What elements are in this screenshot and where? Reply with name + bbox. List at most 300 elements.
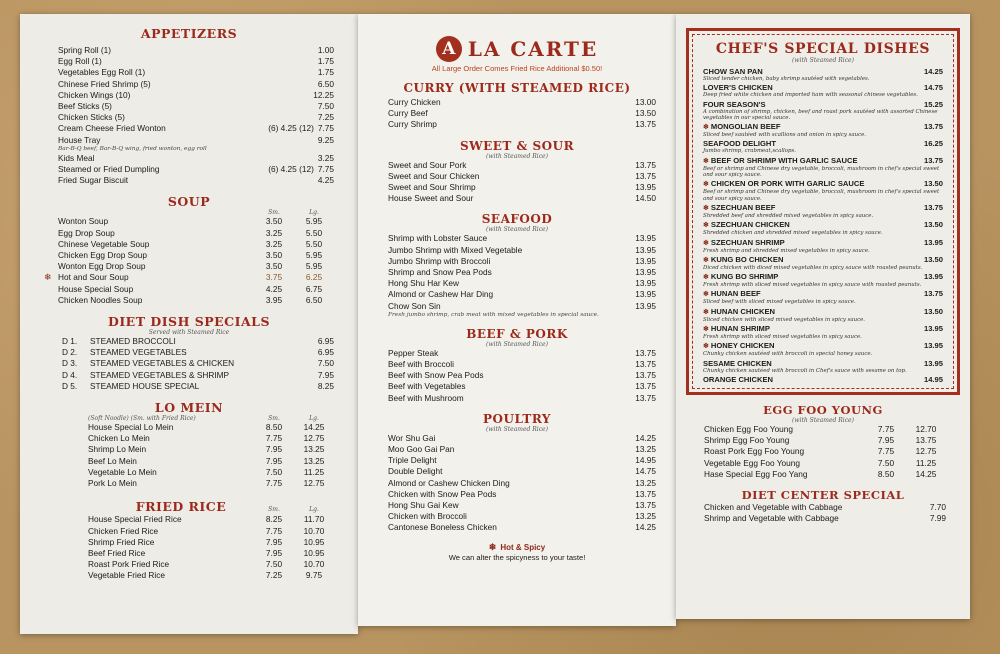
item-price: 13.75 <box>635 347 656 358</box>
item-price: 3.25 <box>317 152 334 163</box>
menu-item-row <box>704 469 946 480</box>
item-description: Shredded chicken and shredded mixed vegetables in spicy sauce. <box>703 230 883 237</box>
item-price-small: 3.75 <box>265 272 283 283</box>
item-name <box>58 261 254 272</box>
friedrice-list <box>88 514 334 581</box>
menu-item-row <box>58 101 334 112</box>
soup-col-headers <box>58 209 334 216</box>
chef-special-subtitle: (with Steamed Rice) <box>792 57 854 64</box>
item-name <box>704 446 866 457</box>
item-price: 13.95 <box>923 324 943 334</box>
item-price: 13.25 <box>635 444 656 455</box>
menu-item-row <box>704 435 946 446</box>
item-name-text: HUNAN BEEF <box>710 289 761 299</box>
item-price: 13.95 <box>635 300 656 311</box>
menu-item-row <box>388 433 656 444</box>
menu-item-row <box>88 526 334 537</box>
item-name <box>704 469 866 480</box>
item-description: A combination of shrimp, chicken, beef and roast pork sautéed with assorted Chinese vegetables in our special sauce. <box>703 108 938 121</box>
item-name <box>58 284 254 295</box>
chef-item-row <box>703 220 943 230</box>
item-price: 13.75 <box>635 381 656 392</box>
menu-item-row <box>58 250 334 261</box>
sweetsour-title: SWEET & SOUR <box>459 138 575 153</box>
item-name: Shrimp with Lobster Sauce <box>388 233 488 244</box>
item-name <box>703 324 924 334</box>
menu-item-row <box>88 467 334 478</box>
item-price: 13.95 <box>923 341 943 351</box>
item-name: Hong Shu Gai Kew <box>388 500 459 511</box>
item-name <box>703 341 924 351</box>
item-name: STEAMED VEGETABLES & SHRIMP <box>90 369 230 380</box>
poultry-list <box>368 433 666 534</box>
item-price: 9.25 <box>317 134 334 145</box>
item-size-prices: (6) 4.25 (12) <box>268 123 314 134</box>
chef-item-row <box>703 272 943 282</box>
item-name-text: Vegetable Egg Foo Young <box>704 457 800 468</box>
item-name <box>703 203 924 213</box>
item-name-text: Pork Lo Mein <box>88 478 137 489</box>
item-price: 7.50 <box>317 358 334 369</box>
item-price: 14.95 <box>923 374 943 384</box>
menu-item-row <box>704 446 946 457</box>
item-name: Beef with Mushroom <box>388 392 464 403</box>
item-name: ❄ Hot and Sour Soup <box>44 272 129 283</box>
beefpork-title: BEEF & PORK <box>466 326 568 341</box>
item-price: 7.75 <box>317 164 334 175</box>
item-price-large: 5.95 <box>305 250 323 261</box>
chef-special-item <box>703 289 943 305</box>
item-price-large: 10.70 <box>303 525 325 536</box>
item-price: 13.95 <box>923 272 943 282</box>
item-name <box>703 238 924 248</box>
item-price: 7.75 <box>317 123 334 134</box>
item-price: 7.70 <box>929 501 946 512</box>
col-sm-label: Sm. <box>268 209 280 217</box>
item-name <box>88 433 254 444</box>
menu-item-row <box>88 537 334 548</box>
item-name-text: Beef Fried Rice <box>88 547 146 558</box>
chili-pepper-icon: ❄ <box>703 308 709 316</box>
item-price-large: 6.50 <box>305 294 323 305</box>
menu-item-row <box>388 278 656 289</box>
menu-item-row <box>388 160 656 171</box>
item-description: Sliced beef sautéed with scallions and onion in spicy sauce. <box>703 132 867 139</box>
item-name: Steamed or Fried Dumpling <box>58 164 160 175</box>
item-name: Sweet and Sour Pork <box>388 159 467 170</box>
eggfoo-list <box>686 424 960 480</box>
item-price: 14.25 <box>635 522 656 533</box>
item-name: Chinese Fried Shrimp (5) <box>58 78 151 89</box>
soup-list <box>44 216 334 306</box>
item-name: Jumbo Shrimp with Broccoli <box>388 255 491 266</box>
item-name: Egg Roll (1) <box>58 56 102 67</box>
sweetsour-list <box>368 160 666 205</box>
item-price-large: 11.70 <box>303 514 325 525</box>
item-note: Bar-B-Q beef, Bar-B-Q wing, fried wonton, egg roll <box>58 145 207 152</box>
seafood-title: SEAFOOD <box>481 212 553 227</box>
item-price-large: 12.75 <box>303 478 325 489</box>
menu-item-row <box>388 233 656 244</box>
item-price-small: 7.95 <box>877 435 895 446</box>
item-name-text: CHICKEN OR PORK WITH GARLIC SAUCE <box>710 179 865 189</box>
item-price-small: 7.75 <box>265 525 283 536</box>
menu-item-row <box>58 56 334 67</box>
item-name <box>88 444 254 455</box>
chef-item-row <box>703 341 943 351</box>
item-name-text: Shrimp Egg Foo Young <box>704 435 790 446</box>
menu-item-row <box>58 216 334 227</box>
item-name: STEAMED HOUSE SPECIAL <box>90 380 200 391</box>
menu-item-row <box>58 123 334 134</box>
chef-special-item <box>703 324 943 340</box>
item-price: 13.75 <box>923 202 943 212</box>
chef-special-item <box>703 122 943 138</box>
menu-item-row <box>388 289 656 300</box>
item-name <box>703 375 924 384</box>
item-code: D 1. <box>62 336 78 347</box>
menu-item-row <box>88 570 334 581</box>
item-price: 13.75 <box>635 370 656 381</box>
menu-item-row <box>58 153 334 164</box>
item-price: 15.25 <box>923 99 943 109</box>
item-name-text: Beef Lo Mein <box>88 455 137 466</box>
chef-special-item <box>703 220 943 236</box>
chili-pepper-icon: ❄ <box>703 274 709 282</box>
item-name <box>704 435 866 446</box>
item-price-small: 3.50 <box>265 250 283 261</box>
item-price-large: 13.75 <box>915 435 937 446</box>
menu-item-row <box>388 370 656 381</box>
chef-special-item <box>703 139 943 154</box>
item-description: Fresh shrimp and shredded mixed vegetables in spicy sauce. <box>703 247 870 254</box>
item-price: 13.50 <box>923 220 943 230</box>
menu-panel-left <box>20 14 358 634</box>
item-price-small: 7.50 <box>265 466 283 477</box>
item-name: House Tray <box>58 134 101 145</box>
menu-item-row <box>62 381 334 392</box>
item-description: Fresh shrimp with sliced mixed vegetables in spicy sauce. <box>703 334 862 341</box>
item-code: D 2. <box>62 347 78 358</box>
item-name: Triple Delight <box>388 455 437 466</box>
item-price: 13.50 <box>923 179 943 189</box>
item-price-large: 11.25 <box>915 457 937 468</box>
item-name: Curry Shrimp <box>388 119 437 130</box>
item-description: Diced chicken with diced mixed vegetables in spicy sauce with roasted peanuts. <box>703 264 923 271</box>
item-name-text: FOUR SEASON'S <box>703 99 766 109</box>
item-name-text: House Special Lo Mein <box>88 422 174 433</box>
item-price: 13.75 <box>635 500 656 511</box>
item-name: STEAMED VEGETABLES <box>90 347 187 358</box>
item-price: 1.00 <box>317 45 334 55</box>
item-name <box>88 422 254 433</box>
item-name: Hong Shu Har Kew <box>388 278 460 289</box>
item-price-small: 7.95 <box>265 444 283 455</box>
item-price-large: 11.25 <box>303 466 325 477</box>
menu-item-row <box>88 433 334 444</box>
diet-list <box>30 336 348 392</box>
item-name: Shrimp and Snow Pea Pods <box>388 267 492 278</box>
item-description: Beef or shrimp and Chinese dry vegetable, broccoli, mushroom in chef's special sweet and sour spicy sauce. <box>703 189 940 202</box>
menu-item-row <box>704 513 946 524</box>
chef-special-item <box>703 341 943 357</box>
item-name-text: Vegetable Fried Rice <box>88 570 166 581</box>
item-name <box>703 83 924 92</box>
item-description: Chunky chicken sautéed with broccoli in special honey sauce. <box>703 351 873 358</box>
item-price: 6.95 <box>317 336 334 347</box>
item-name: Beef with Vegetables <box>388 381 466 392</box>
menu-item-row <box>58 90 334 101</box>
item-name: Chicken Wings (10) <box>58 89 131 100</box>
item-price: 7.99 <box>929 513 946 524</box>
item-price: 13.75 <box>635 359 656 370</box>
item-price: 1.75 <box>317 56 334 67</box>
eggfoo-subtitle: (with Steamed Rice) <box>792 416 854 424</box>
item-description: Jumbo shrimp, crabmeat,scallops. <box>703 148 796 155</box>
item-note: Fresh jumbo shrimp, crab meat with mixed vegetables in special sauce. <box>388 311 599 318</box>
menu-item-row <box>62 347 334 358</box>
item-price: 13.95 <box>635 278 656 289</box>
item-price: 13.75 <box>923 289 943 299</box>
menu-item-row <box>388 489 656 500</box>
item-price-small: 3.50 <box>265 261 283 272</box>
menu-item-row <box>88 559 334 570</box>
item-price: 14.75 <box>635 466 656 477</box>
item-price: 7.25 <box>317 112 334 123</box>
menu-item-row <box>388 500 656 511</box>
item-price: 13.95 <box>635 233 656 244</box>
item-name: Fried Sugar Biscuit <box>58 175 129 186</box>
menu-item-row <box>388 478 656 489</box>
item-price: 13.75 <box>635 159 656 170</box>
item-name <box>703 139 924 148</box>
chef-special-item <box>703 272 943 288</box>
item-price: 12.25 <box>313 89 334 100</box>
item-name-text: HONEY CHICKEN <box>710 341 775 351</box>
menu-item-row <box>388 193 656 204</box>
item-name <box>88 559 254 570</box>
lomein-subtitle: (Soft Noodle) (Sm. with Fried Rice) <box>88 415 196 423</box>
item-name-text: SZECHUAN BEEF <box>710 202 776 212</box>
item-price: 13.95 <box>923 358 943 368</box>
chef-special-item <box>703 307 943 323</box>
chef-special-list <box>697 67 949 386</box>
menu-item-row <box>58 261 334 272</box>
item-price: 14.50 <box>635 193 656 204</box>
item-price-large: 13.25 <box>303 444 325 455</box>
item-name: Jumbo Shrimp with Mixed Vegetable <box>388 244 523 255</box>
item-description: Shredded beef and shredded mixed vegetables in spicy sauce. <box>703 212 874 219</box>
menu-item-row <box>388 522 656 533</box>
lomein-col-headers <box>254 415 334 422</box>
item-price-small: 7.50 <box>265 559 283 570</box>
menu-item-row <box>58 295 334 306</box>
menu-item-row <box>58 45 334 56</box>
seafood-list <box>368 233 666 318</box>
item-name-text: Shrimp Fried Rice <box>88 536 155 547</box>
chef-item-row <box>703 307 943 317</box>
chef-item-row <box>703 375 943 384</box>
item-price: 13.25 <box>635 511 656 522</box>
item-name-text: Egg Drop Soup <box>58 227 115 238</box>
item-price-small: 8.50 <box>265 422 283 433</box>
item-name: Double Delight <box>388 466 443 477</box>
menu-item-row <box>88 478 334 489</box>
item-price: 13.75 <box>635 392 656 403</box>
item-name-text: House Special Fried Rice <box>88 514 182 525</box>
item-name-text: CHOW SAN PAN <box>703 67 763 76</box>
item-price-small: 3.25 <box>265 227 283 238</box>
chili-pepper-icon: ❄ <box>703 326 709 334</box>
chef-special-item <box>703 359 943 374</box>
item-price-large: 5.50 <box>305 238 323 249</box>
menu-item-row <box>58 135 334 146</box>
seafood-subtitle: (with Steamed Rice) <box>486 226 548 234</box>
item-name <box>58 216 254 227</box>
menu-item-row <box>62 336 334 347</box>
item-name: Beef with Broccoli <box>388 359 454 370</box>
menu-item-row <box>58 284 334 295</box>
menu-item-row <box>58 228 334 239</box>
item-price-large: 10.95 <box>303 536 325 547</box>
item-name <box>58 239 254 250</box>
item-price-large: 5.95 <box>305 261 323 272</box>
menu-item-row <box>388 245 656 256</box>
item-price: 14.75 <box>923 83 943 93</box>
item-name <box>703 67 924 76</box>
appetizers-title: APPETIZERS <box>140 26 238 41</box>
item-name <box>703 255 924 265</box>
curry-list <box>368 97 666 131</box>
friedrice-title: FRIED RICE <box>135 499 227 515</box>
dietcenter-list <box>686 502 960 524</box>
large-order-note: All Large Order Comes Fried Rice Additional $0.50! <box>431 64 603 73</box>
menu-item-row <box>388 171 656 182</box>
menu-item-row <box>88 456 334 467</box>
item-name: Curry Chicken <box>388 97 441 107</box>
item-price: 8.25 <box>317 380 334 391</box>
item-name <box>703 289 924 299</box>
item-price: 16.25 <box>923 139 943 149</box>
item-name: Sweet and Sour Chicken <box>388 170 480 181</box>
item-price-small: 3.25 <box>265 238 283 249</box>
col-sm-label: Sm. <box>268 415 280 423</box>
item-name <box>704 424 866 435</box>
item-price: 13.75 <box>635 119 656 130</box>
item-name <box>703 307 924 317</box>
item-name-text: Chicken Egg Foo Young <box>704 423 794 434</box>
dietcenter-title: DIET CENTER SPECIAL <box>741 487 905 502</box>
item-name <box>58 295 254 306</box>
item-name: Almond or Cashew Har Ding <box>388 289 494 300</box>
chili-pepper-icon: ❄ <box>703 204 709 212</box>
item-name-text: Roast Pork Fried Rice <box>88 559 170 570</box>
item-name: STEAMED VEGETABLES & CHICKEN <box>90 358 235 369</box>
item-price: 4.25 <box>317 175 334 186</box>
chef-item-row <box>703 238 943 248</box>
item-price: 7.95 <box>317 369 334 380</box>
item-name: Chicken with Broccoli <box>388 511 467 522</box>
item-price: 14.95 <box>635 455 656 466</box>
lomein-list <box>88 422 334 489</box>
item-description: Chunky chicken sautéed with broccoli in Chef's sauce with sesame on top. <box>703 367 907 374</box>
item-name-text: Roast Pork Egg Foo Young <box>704 446 805 457</box>
chef-special-item <box>703 67 943 82</box>
chili-pepper-icon: ❄ <box>703 157 709 165</box>
menu-item-row <box>388 348 656 359</box>
chef-special-item <box>703 238 943 254</box>
chef-item-row <box>703 83 943 92</box>
menu-item-row <box>88 444 334 455</box>
item-name <box>703 100 924 109</box>
item-price-large: 12.70 <box>915 423 937 434</box>
chef-item-row <box>703 139 943 148</box>
item-name-text: Chicken Lo Mein <box>88 433 150 444</box>
item-price: 13.95 <box>635 267 656 278</box>
item-price: 13.95 <box>635 289 656 300</box>
chef-special-item <box>703 203 943 219</box>
menu-item-row <box>388 393 656 404</box>
item-name <box>88 548 254 559</box>
menu-panel-right <box>676 14 970 619</box>
col-lg-label: Lg. <box>309 415 319 423</box>
item-price: 6.50 <box>317 78 334 89</box>
item-name-text: SZECHUAN CHICKEN <box>710 220 790 230</box>
item-code: D 3. <box>62 358 78 369</box>
poultry-subtitle: (with Steamed Rice) <box>486 425 548 433</box>
menu-item-row <box>62 370 334 381</box>
item-price: 13.75 <box>923 122 943 132</box>
item-price: 13.25 <box>635 477 656 488</box>
item-description: Sliced beef with sliced mixed vegetables in spicy sauce. <box>703 299 856 306</box>
chef-special-item <box>703 156 943 179</box>
item-price-large: 10.70 <box>303 559 325 570</box>
item-name: Chow Son Sin <box>388 300 441 311</box>
chili-pepper-icon: ❄ <box>703 124 709 132</box>
item-name: Pepper Steak <box>388 347 439 358</box>
item-name: Cantonese Boneless Chicken <box>388 522 497 533</box>
menu-item-row <box>58 67 334 78</box>
sweetsour-subtitle: (with Steamed Rice) <box>486 152 548 160</box>
chili-pepper-icon: ❄ <box>703 256 709 264</box>
item-name: Chicken and Vegetable with Cabbage <box>704 501 843 512</box>
menu-item-row <box>88 548 334 559</box>
item-name-text: HUNAN CHICKEN <box>710 306 775 316</box>
item-name <box>88 478 254 489</box>
item-price: 13.50 <box>923 306 943 316</box>
item-price-large: 13.25 <box>303 455 325 466</box>
item-price-small: 8.25 <box>265 514 283 525</box>
item-description: Fresh shrimp with sliced mixed vegetables in spicy sauce with roasted peanuts. <box>703 282 922 289</box>
item-price-small: 7.50 <box>877 457 895 468</box>
item-price-small: 7.95 <box>265 455 283 466</box>
item-code: D 5. <box>62 380 78 391</box>
item-price: 7.50 <box>317 101 334 112</box>
hot-spicy-label: Hot & Spicy <box>500 542 546 552</box>
item-name-text: Vegetable Lo Mein <box>88 466 157 477</box>
chef-special-item <box>703 255 943 271</box>
item-price-small: 7.95 <box>265 536 283 547</box>
item-name-text: KUNG BO SHRIMP <box>710 272 779 282</box>
chef-special-item <box>703 83 943 98</box>
item-price-large: 10.95 <box>303 547 325 558</box>
item-name: Curry Beef <box>388 108 428 119</box>
menu-item-row <box>88 422 334 433</box>
item-name-text: Chinese Vegetable Soup <box>58 238 150 249</box>
item-price: 13.50 <box>635 108 656 119</box>
item-name-text: Hot and Sour Soup <box>58 272 129 283</box>
item-price: 14.25 <box>923 67 943 76</box>
